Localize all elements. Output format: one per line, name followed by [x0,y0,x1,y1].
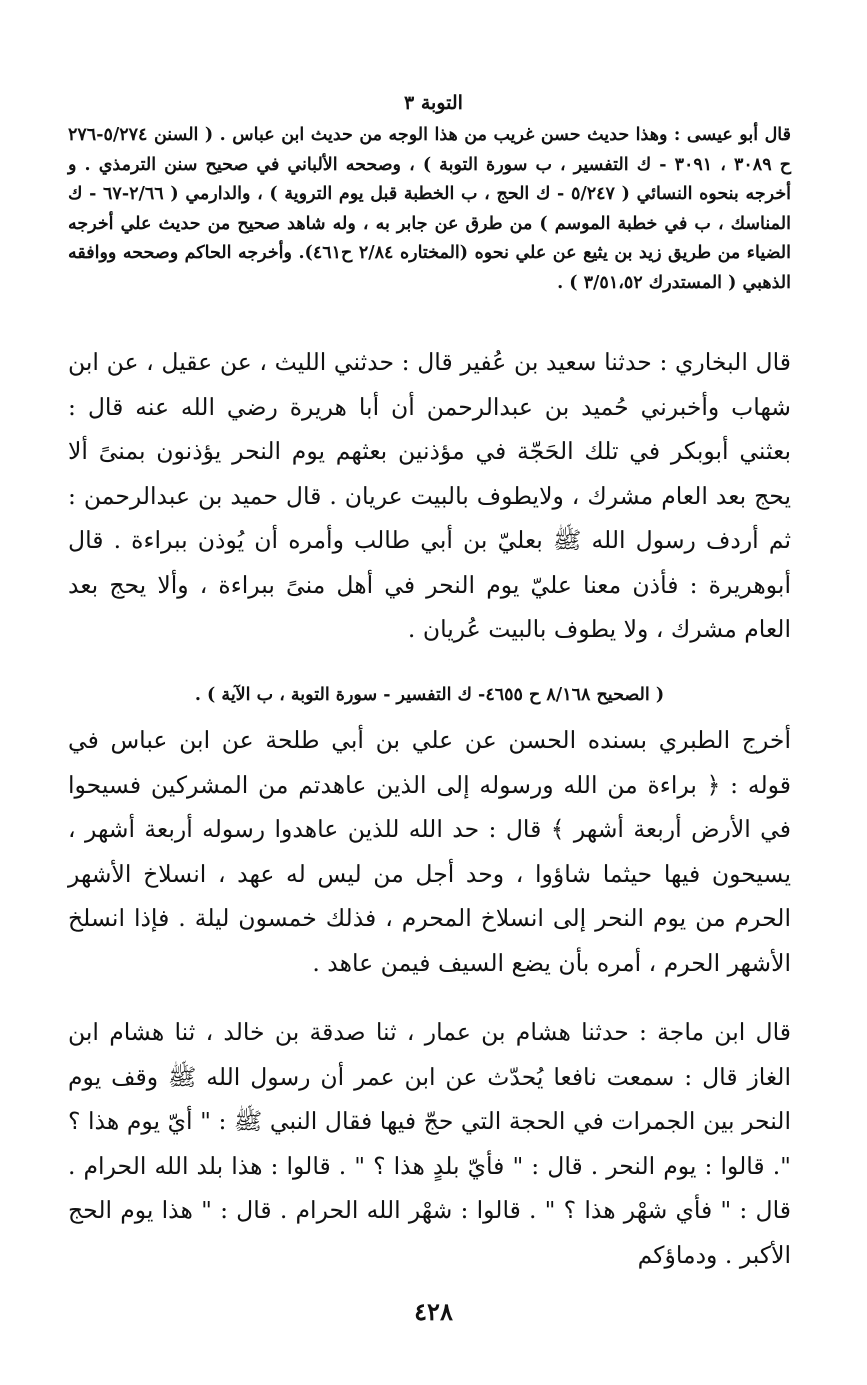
paragraph-tabari: أخرج الطبري بسنده الحسن عن علي بن أبي طلحة عن ابن عباس في قوله : ﴿ براءة من الله ورسوله إلى الذين عاهدتم من المشركين فسيحوا في الأرض أربعة أشهر ﴾ قال : حد الله للذين عاهدوا رسوله أربعة أشهر ، يسيحون فيها حيثما شاؤوا ، وحد أجل من ليس له عهد ، انسلاخ الأشهر الحرم من يوم النحر إلى انسلاخ المحرم ، فذلك خمسون ليلة . فإذا انسلخ الأشهر الحرم ، أمره بأن يضع السيف فيمن عاهد . [68,726,791,977]
paragraph-bukhari: قال البخاري : حدثنا سعيد بن عُفير قال : حدثني الليث ، عن عقيل ، عن ابن شهاب وأخبرني حُميد بن عبدالرحمن أن أبا هريرة رضي الله عنه قال : بعثني أبوبكر في تلك الحَجّة في مؤذنين بعثهم يوم النحر يؤذنون بمنىً ألا يحج بعد العام مشرك ، ولايطوف بالبيت عريان . قال حميد بن عبدالرحمن : ثم أردف رسول الله ﷺ بعليّ بن أبي طالب وأمره أن يُوذن ببراءة . قال أبوهريرة : فأذن معنا عليّ يوم النحر في أهل منىً ببراءة ، وألا يحج بعد العام مشرك ، ولا يطوف بالبيت عُريان . [68,348,791,643]
running-header: التوبة ٣ [404,92,463,114]
paragraph-ibn-majah: قال ابن ماجة : حدثنا هشام بن عمار ، ثنا صدقة بن خالد ، ثنا هشام ابن الغاز قال : سمعت نافعا يُحدّث عن ابن عمر أن رسول الله ﷺ وقف يوم النحر بين الجمرات في الحجة التي حجّ فيها فقال النبي ﷺ : " أيّ يوم هذا ؟ ". قالوا : يوم النحر . قال : " فأيّ بلدٍ هذا ؟ " . قالوا : هذا بلد الله الحرام . قال : " فأي شهْر هذا ؟ " . قالوا : شهْر الله الحرام . قال : " هذا يوم الحج الأكبر . ودماؤكم [68,1018,791,1269]
page-number: ٤٢٨ [414,1297,453,1326]
footnote-block: قال أبو عيسى : وهذا حديث حسن غريب من هذا الوجه من حديث ابن عباس . ( السنن ٥/٢٧٤-٢٧٦ ح ٣٠٨٩ ، ٣٠٩١ - ك التفسير ، ب سورة التوبة ) ، وصححه الألباني في صحيح سنن الترمذي . و أخرجه بنحوه النسائي ( ٥/٢٤٧ - ك الحج ، ب الخطبة قبل يوم التروية ) ، والدارمي ( ٢/٦٦-٦٧ - ك المناسك ، ب في خطبة الموسم ) من طرق عن جابر به ، وله شاهد صحيح من حديث علي أخرجه الضياء من طريق زيد بن يثيع عن علي نحوه (المختاره ٢/٨٤ ح٤٦١). وأخرجه الحاكم وصححه ووافقه الذهبي ( المستدرك ٣/٥١،٥٢ ) . [68,125,791,293]
reference-bukhari: ( الصحيح ٨/١٦٨ ح ٤٦٥٥- ك التفسير - سورة التوبة ، ب الآية ) . [194,685,665,705]
